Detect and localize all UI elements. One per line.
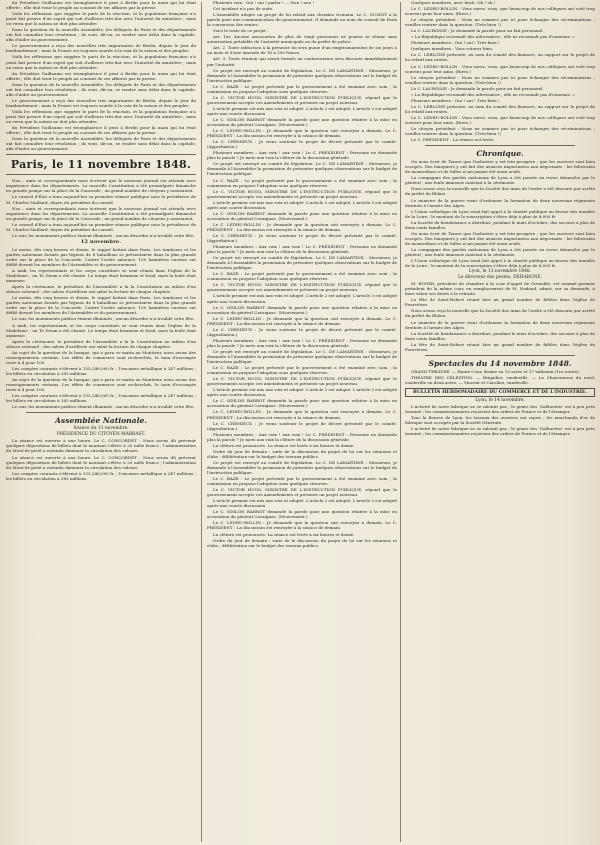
paragraph: L'activité de notre fabrique ne se ralentit pas ; le genre des 'Gallinettes' est à peu près terminé ; les commissionnaires reçoivent des ordres de France et de l'étranger. bbox=[405, 426, 595, 437]
paragraph: Le matin, dès cinq heures et demie, le rappel battait dans Paris. Les tambours et les gardes nationaux formés par légions de 8 bataillons se présentaient dans la plus grande ordre sur la place de la Concorde. Contre l'ordre annoncé, 100 bannières environ ont défilé devant les membres de l'Assemblée et du gouvernement. bbox=[6, 295, 196, 316]
section-rule bbox=[425, 145, 575, 146]
paragraph: Les comptes courants s'élèvent à 155,246,000 fr. ; l'encaisse métallique à 247 millions ; les billets en circulation à 383 millions. bbox=[6, 470, 196, 481]
paragraph: Tous la Bourse de Lyon, les travaux des ouvriers ont repris ; les marchands d'or de fabrique sont occupés par la Société Générale. bbox=[405, 415, 595, 426]
paragraph: Dans la question de la nouvelle Assemblée, les délégués de Paris et des départements ont fait connaître leur résolution ; ils vont, dit-on, se rendre sans délai dans la capitale, afin d'aider au gouvernement. bbox=[6, 81, 196, 97]
paragraph: Plusieurs membres : Aux voix ! aux voix ! Le C. PRÉSIDENT : Personne ne demande plus la parole ? Je mets aux voix la clôture de la discussion générale. bbox=[207, 150, 397, 161]
paragraph: A midi, les représentants et les corps constitués se sont réunis dans l'église de la Madeleine ; un Te Deum a été chanté. Le temps était brumeux et froid, mais la foule était immense. bbox=[6, 268, 196, 284]
paragraph: Le soir, les monuments publics étaient illuminés ; aucun désordre n'a troublé cette fête. bbox=[12, 232, 195, 238]
column-right bbox=[405, 0, 595, 845]
column-left bbox=[6, 0, 196, 845]
paragraph: Nos... amis et correspondants nous écrivent que le nouveau journal est attendu avec impatience dans les départements. La nouvelle Constitution a été promulguée dimanche en grande pompe sur la place de la Concorde ; un grand nombre de citoyens y assistaient. bbox=[6, 178, 196, 194]
paragraph: Voilà les réflexions que suggère le parti de la réaction, et la population française n'a point fait preuve d'un esprit qui soit d'ailleurs très-dur avec l'autorité du ministère ; mais on verra que la nation ne doit plus attendre. bbox=[6, 108, 196, 125]
paragraph: La compagnie des gardes nationaux de Lyon a été passée en revue dimanche par le général ; une foule immense assistait à la cérémonie. bbox=[405, 246, 595, 257]
paragraph: Le C. VICTOR HUGO, MINISTRE DE L'INSTRUCTION PUBLIQUE, répond que le gouvernement accepte ces amendements et présente un projet nouveau. bbox=[207, 282, 397, 293]
paragraph: Le C. LEDRU-ROLLIN : Vous savez, vous, que beaucoup de nos collègues ont voté trop souvent pour leur amis. (Rires.) bbox=[405, 114, 595, 125]
paragraph: Les comptes courants s'élèvent à 155,246,000 fr. ; l'encaisse métallique à 247 millions ; les billets en circulation à 383 millions. bbox=[6, 393, 196, 404]
paragraph: Le matin, dès cinq heures et demie, le rappel battait dans Paris. Les tambours et les gardes nationaux formés par légions de 8 bataillons se présentaient dans la plus grande ordre sur la place de la Concorde. Contre l'ordre annoncé, 100 bannières environ ont défilé devant les membres de l'Assemblée et du gouvernement. bbox=[6, 246, 196, 268]
paragraph: On nous écrit de Tarare que l'industrie y est très-prospère ; que les ouvriers sont bien occupés. Des banquiers y ont fait des avances importantes aux négociants ; les fabricants de mousselines et de tulles n'ont jamais été aussi actifs. bbox=[405, 230, 595, 246]
paragraph: L'article premier est mis aux voix et adopté. L'article 2 est adopté. L'article 3 est adopté après une courte discussion. bbox=[207, 199, 397, 210]
paragraph: Le C. CRÉMIEUX : Je viens soutenir le projet de décret présenté par le comité. (Approbation.) bbox=[207, 326, 397, 337]
column-middle bbox=[207, 0, 397, 845]
bulletin-title: BULLETIN HEBDOMADAIRE DU COMMERCE ET DE L'INDUSTRIE. bbox=[405, 388, 595, 397]
paragraph: Nous avons reçu la nouvelle que la Société des Amis de l'ordre a été dissoute par arrêté du préfet du Rhône. bbox=[405, 308, 595, 319]
paragraph: Le C. LEDRU-ROLLIN : Vous savez, vous, que beaucoup de nos collègues ont voté trop souvent pour leur amis. (Rires.) bbox=[405, 6, 595, 17]
paragraph: Plusieurs membres : Oui ! oui ! Très-bien ! bbox=[411, 40, 500, 46]
paragraph: Au sujet de la question de la banque, qui a paru ce matin au Moniteur, nous avons des renseignements certains. Les effets de commerce sont recherchés, le taux d'escompte reste à 4 pour 100. bbox=[6, 377, 196, 393]
paragraph: Le C. BAZE : Le projet présenté par le gouvernement a été examiné avec soin ; la commission en propose l'adoption sous quelques réserves. bbox=[207, 177, 397, 188]
dateline: Lyon, le 13 novembre 1848. bbox=[468, 269, 532, 275]
paragraph: Le soir, les monuments publics étaient illuminés ; aucun désordre n'a troublé cette fête. bbox=[12, 316, 195, 322]
paragraph: Le C. CRÉMIEUX : Je viens soutenir le projet de décret présenté par le comité. (Approbation.) bbox=[207, 232, 397, 244]
paragraph: Plusieurs voix : Oui ! oui ! parler ! — Non ! non ! bbox=[213, 0, 315, 5]
paragraph: Le C. BAZE : Le projet présenté par le gouvernement a été examiné avec soin ; la commission en propose l'adoption sous quelques réserves. bbox=[207, 365, 397, 376]
paragraph: La Société de bienfaisance a distribué, pendant le mois d'octobre, des secours à plus de deux cents familles. bbox=[405, 219, 595, 230]
paragraph: Ce projet est renvoyé au comité de législation. Le C. DE LAMARTINE : Messieurs, je demande à l'Assemblée la permission de présenter quelques observations sur le budget de l'instruction publique. bbox=[207, 348, 397, 365]
paragraph: La séance est ouverte à une heure. Le C. CONCORDET : Nous avons dû prévenir quelques dépositions de billets dont le montant s'élève à 20 mille francs ; l'administration du Mont-de-piété a entendu diminuer la circulation des valeurs. bbox=[6, 438, 196, 454]
paragraph: L'article premier est mis aux voix et adopté. L'article 2 est adopté. L'article 3 est adopté après une courte discussion. bbox=[207, 498, 397, 509]
paragraph: Le C. BAZE : Le projet présenté par le gouvernement a été examiné avec soin ; la commission en propose l'adoption sous quelques réserves. bbox=[207, 271, 397, 282]
paragraph: Quelques membres, avec bruit. Oh ! oh ! bbox=[411, 0, 496, 5]
paragraph: Le C. LEBLOND présente, au nom du comité des finances, un rapport sur le projet de loi relatif aux rentes. bbox=[405, 103, 595, 114]
paragraph: Ordre du jour de demain : suite de la discussion du projet de loi sur les réunions et clubs ; délibération sur le budget des travaux publics. bbox=[207, 448, 397, 459]
paragraph: Le conseil d'État a tenu aujourd'hui sa première séance publique sous la présidence de M. Charles Maillard, doyen du président du conseil. bbox=[6, 221, 196, 232]
paragraph: Le C. LEDRU-ROLLIN : Je demande que la question soit renvoyée à demain. Le C. PRÉSIDENT : La discussion est renvoyée à la séance de demain. bbox=[207, 315, 397, 326]
paragraph: A midi, les représentants et les corps constitués se sont réunis dans l'église de la Madeleine ; un Te Deum a été chanté. Le temps était brumeux et froid, mais la foule était immense. bbox=[6, 322, 196, 338]
article-text: Art. 1er. Aucune association de plus de vingt personnes ne pourra se réunir sans autorisation préalable de l'autorité municipale ou du préfet de police. bbox=[207, 34, 397, 45]
paragraph: Le C. ODILON BARROT demande la parole pour une question relative à la mise en accusation du général Cavaignac. (Mouvement.) bbox=[207, 116, 397, 128]
paragraph: La clôture est prononcée. La séance est levée à six heures et demie. bbox=[213, 442, 355, 448]
paragraph: Plusieurs membres : Aux voix ! aux voix ! Le C. PRÉSIDENT : Personne ne demande plus la parole ? Je mets aux voix la clôture de la discussion générale. bbox=[207, 337, 397, 348]
paragraph: Le C. ODILON BARROT demande la parole pour une question relative à la mise en accusation du général Cavaignac. (Mouvement.) bbox=[207, 210, 397, 221]
paragraph: THÉATRE DES CÉLESTINS. — Brigadier, vaudeville. — La Chanoinesse du nord, vaudeville en deux actes. — Vincent et Caroline, vaudeville. bbox=[405, 374, 595, 385]
paragraph: Ce projet est renvoyé au comité de législation. Le C. DE LAMARTINE : Messieurs, je demande à l'Assemblée la permission de présenter quelques observations sur le budget de l'instruction publique. bbox=[207, 161, 397, 177]
section-title: Chronique. bbox=[476, 149, 524, 159]
paragraph: Le ministre de la guerre vient d'ordonner la formation de deux nouveaux régiments destinés à l'armée des Alpes. bbox=[405, 197, 595, 208]
paragraph: Le C. LEDRU-ROLLIN : Vous savez, vous, que beaucoup de nos collègues ont voté trop souvent pour leur amis. (Rires.) bbox=[405, 63, 595, 74]
paragraph: La clôture est prononcée. La séance est levée à six heures et demie. bbox=[213, 531, 355, 537]
paragraph: GRAND-THÉATRE. — Haute-Cour, drame en 10 actes et 17 tableaux (1re soirée). bbox=[411, 368, 580, 374]
bulletin-subtitle: Lyon, le 14 novembre. bbox=[475, 398, 525, 403]
paragraph: La Société de bienfaisance a distribué, pendant le mois d'octobre, des secours à plus de deux cents familles. bbox=[405, 330, 595, 341]
quote: « La République reconnaît des adversaires ; elle ne reconnaît pas d'ennemis. » bbox=[411, 34, 575, 40]
paragraph: du Président Guillaume est triomphatrice il peut à Berlin pour la main qui lui était offerte ; elle doit tenir le peuple au courant de ses affaires par la presse. bbox=[6, 125, 196, 136]
paragraph: Le C. LEDRU-ROLLIN : Je demande que la question soit renvoyée à demain. Le C. PRÉSIDENT : La discussion est renvoyée à la séance de demain. bbox=[207, 221, 397, 232]
presidency-line: PRÉSIDENCE DU CITOYEN MARRAST. bbox=[56, 432, 146, 438]
section-rule bbox=[425, 355, 575, 356]
paragraph: Voilà les réflexions que suggère le parti de la réaction, et la population française n'a point fait preuve d'un esprit qui soit d'ailleurs très-dur avec l'autorité du ministère ; mais on verra que la nation ne doit plus attendre. bbox=[6, 11, 196, 27]
section-rule bbox=[26, 412, 176, 413]
date-subheading: 12 novembre. bbox=[80, 238, 122, 245]
paragraph: Le C. LEDRU-ROLLIN : Je demande que la question soit renvoyée à demain. Le C. PRÉSIDENT : La discussion est renvoyée à la séance de demain. bbox=[207, 409, 397, 420]
paragraph: Le C. VICTOR HUGO, MINISTRE DE L'INSTRUCTION PUBLIQUE, répond que le gouvernement accepte ces amendements et présente un projet nouveau. bbox=[207, 188, 397, 199]
paragraph: L'Union catholique de Lyon avait fait appel à la charité publique en faveur des inondés de la Loire ; le montant de la souscription s'élève déjà à plus de 8,000 fr. bbox=[405, 258, 595, 269]
paragraph: Le C. LACROSSE : Je demande la parole pour un fait personnel. bbox=[411, 85, 544, 91]
paragraph: Voilà les réflexions que suggère le parti de la réaction, et la population française n'a point fait preuve d'un esprit qui soit d'ailleurs très-dur avec l'autorité du ministère ; mais on verra que la nation ne doit plus attendre. bbox=[6, 54, 196, 70]
paragraph: Plusieurs membres : Aux voix ! aux voix ! Le C. PRÉSIDENT : Personne ne demande plus la parole ? Je mets aux voix la clôture de la discussion générale. bbox=[207, 244, 397, 255]
paragraph: On nous écrit de Tarare que l'industrie y est très-prospère ; que les ouvriers sont bien occupés. Des banquiers y ont fait des avances importantes aux négociants ; les fabricants de mousselines et de tulles n'ont jamais été aussi actifs. bbox=[405, 159, 595, 175]
paragraph: L'article premier est mis aux voix et adopté. L'article 2 est adopté. L'article 3 est adopté après une courte discussion. bbox=[207, 387, 397, 398]
paragraph: M. ROGER, président de chambre à la cour d'appel de Grenoble, est nommé premier président de la même cour, en remplacement de M. Nadaud, admis, sur sa demande, à faire valoir ses droits à la retraite. bbox=[405, 281, 595, 297]
paragraph: Ce projet est renvoyé au comité de législation. Le C. DE LAMARTINE : Messieurs, je demande à l'Assemblée la permission de présenter quelques observations sur le budget de l'instruction publique. bbox=[207, 67, 397, 83]
paragraph: Dans la question de la nouvelle Assemblée, les délégués de Paris et des départements ont fait connaître leur résolution ; ils vont, dit-on, se rendre sans délai dans la capitale, afin d'aider au gouvernement. bbox=[6, 27, 196, 43]
paragraph: La fête de Saint-Robert réunit hier un grand nombre de fidèles dans l'église de Fourvières. bbox=[405, 341, 595, 352]
paragraph: Le C. LEDRU-ROLLIN : Je demande que la question soit renvoyée à demain. Le C. PRÉSIDENT : La discussion est renvoyée à la séance de demain. bbox=[207, 128, 397, 139]
paragraph: Plusieurs membres : Aux voix ! aux voix ! Le C. PRÉSIDENT : Personne ne demande plus la parole ? Je mets aux voix la clôture de la discussion générale. bbox=[207, 431, 397, 442]
quote: « La République reconnaît des adversaires ; elle ne reconnaît pas d'ennemis. » bbox=[411, 91, 575, 97]
paragraph: Le C. PRÉSIDENT : La séance est levée. bbox=[411, 137, 495, 143]
paragraph: du Président Guillaume est triomphatrice il peut à Berlin pour la main qui lui était offerte ; elle doit tenir le peuple au courant de ses affaires par la presse. bbox=[6, 70, 196, 81]
column-divider bbox=[201, 2, 202, 842]
paragraph: Le C. CRÉMIEUX : Je viens soutenir le projet de décret présenté par le comité. (Approbation.) bbox=[207, 139, 397, 150]
paragraph: Les comptes courants s'élèvent à 155,246,000 fr. ; l'encaisse métallique à 247 millions ; les billets en circulation à 383 millions. bbox=[6, 365, 196, 376]
paragraph: Au sujet de la question de la banque, qui a paru ce matin au Moniteur, nous avons des renseignements certains. Les effets de commerce sont recherchés, le taux d'escompte reste à 4 pour 100. bbox=[6, 349, 196, 365]
page-headline: Paris, le 11 novembre 1848. bbox=[10, 158, 192, 172]
article-text: Art. 3. Toute réunion qui serait formée en contravention sera dissoute immédiatement par l'autorité. bbox=[207, 56, 397, 67]
paragraph: Le citoyen président : Nous ne sommes pas ici pour échanger des récriminations ; veuillez rentrer dans la question. (Très-bien !) bbox=[405, 74, 595, 85]
paragraph: Nous avons reçu la nouvelle que la Société des Amis de l'ordre a été dissoute par arrêté du préfet du Rhône. bbox=[405, 186, 595, 197]
paragraph: Le C. VICTOR HUGO, MINISTRE DE L'INSTRUCTION PUBLIQUE, répond que le gouvernement accepte ces amendements et présente un projet nouveau. bbox=[207, 376, 397, 387]
section-title: Spectacles du 14 novembre 1848. bbox=[428, 358, 572, 368]
paragraph: Le C. LEDRU-ROLLIN : Je demande que la question soit renvoyée à demain. Le C. PRÉSIDENT : La discussion est renvoyée à la séance de demain. bbox=[207, 520, 397, 531]
paragraph: Après la cérémonie, le président de l'Assemblée a lu la Constitution au milieu d'un silence solennel ; des salves d'artillerie ont salué la lecture de chaque chapitre. bbox=[6, 338, 196, 349]
article-text: Art. 2. Toute infraction à la présente loi sera punie d'un emprisonnement de six jours à un mois et d'une amende de 16 à 200 francs. bbox=[207, 45, 397, 56]
paragraph: Le conseil d'État a tenu aujourd'hui sa première séance publique sous la présidence de M. Charles Maillard, doyen du président du conseil. bbox=[6, 194, 196, 205]
paragraph: Le C. VICTOR HUGO, MINISTRE DE L'INSTRUCTION PUBLIQUE, répond que le gouvernement accepte ces amendements et présente un projet nouveau. bbox=[207, 94, 397, 105]
paragraph: Le ministre de la guerre vient d'ordonner la formation de deux nouveaux régiments destinés à l'armée des Alpes. bbox=[405, 319, 595, 330]
paragraph: Le C. BAZE : Le projet présenté par le gouvernement a été examiné avec soin ; la commission en propose l'adoption sous quelques réserves. bbox=[207, 476, 397, 487]
paragraph: Le C. BAZE : Le projet présenté par le gouvernement a été examiné avec soin ; la commission en propose l'adoption sous quelques réserves. bbox=[207, 83, 397, 94]
paragraph: Plusieurs membres : Oui ! oui ! Très-bien ! bbox=[411, 97, 500, 103]
paragraph: Ce projet est renvoyé au comité de législation. Le C. DE LAMARTINE : Messieurs, je demande à l'Assemblée la permission de présenter quelques observations sur le budget de l'instruction publique. bbox=[207, 255, 397, 271]
column-divider bbox=[400, 2, 401, 842]
paragraph: du Président Guillaume est triomphatrice il peut à Berlin pour la main qui lui était offerte ; elle doit tenir le peuple au courant de ses affaires par la presse. bbox=[6, 0, 196, 11]
paragraph: L'article premier est mis aux voix et adopté. L'article 2 est adopté. L'article 3 est adopté après une courte discussion. bbox=[207, 293, 397, 304]
paragraph: La compagnie des gardes nationaux de Lyon a été passée en revue dimanche par le général ; une foule immense assistait à la cérémonie. bbox=[405, 175, 595, 186]
paragraph: L'article premier est mis aux voix et adopté. L'article 2 est adopté. L'article 3 est adopté après une courte discussion. bbox=[207, 105, 397, 116]
paragraph: Dans la question de la nouvelle Assemblée, les délégués de Paris et des départements ont fait connaître leur résolution ; ils vont, dit-on, se rendre sans délai dans la capitale, afin d'aider au gouvernement. bbox=[6, 136, 196, 152]
paragraph: Le citoyen président : Nous ne sommes pas ici pour échanger des récriminations ; veuillez rentrer dans la question. (Très-bien !) bbox=[405, 126, 595, 137]
paragraph: Cet incident n'a pas de suite. bbox=[213, 6, 274, 12]
paragraph: Ce projet est renvoyé au comité de législation. Le C. DE LAMARTINE : Messieurs, je demande à l'Assemblée la permission de présenter quelques observations sur le budget de l'instruction publique. bbox=[207, 459, 397, 475]
paragraph: Le C. ODILON BARROT demande la parole pour une question relative à la mise en accusation du général Cavaignac. (Mouvement.) bbox=[207, 509, 397, 520]
section-title: Assemblée Nationale. bbox=[55, 416, 147, 426]
paragraph: Voici le texte de ce projet : bbox=[213, 28, 269, 34]
paragraph: L'Union catholique de Lyon avait fait appel à la charité publique en faveur des inondés de la Loire ; le montant de la souscription s'élève déjà à plus de 8,000 fr. bbox=[405, 208, 595, 219]
paragraph: Le C. ODILON BARROT demande la parole pour une question relative à la mise en accusation du général Cavaignac. (Mouvement.) bbox=[207, 304, 397, 315]
paragraph: Nos... amis et correspondants nous écrivent que le nouveau journal est attendu avec impatience dans les départements. La nouvelle Constitution a été promulguée dimanche en grande pompe sur la place de la Concorde ; un grand nombre de citoyens y assistaient. bbox=[6, 205, 196, 221]
paragraph: Le soir, les monuments publics étaient illuminés ; aucun désordre n'a troublé cette fête. bbox=[12, 404, 195, 410]
paragraph: Le C. CRÉMIEUX : Je viens soutenir le projet de décret présenté par le comité. (Approbation.) bbox=[207, 420, 397, 431]
paragraph: Ordre du jour de demain : suite de la discussion du projet de loi sur les réunions et clubs ; délibération sur le budget des travaux publics. bbox=[207, 537, 397, 548]
paragraph: Le C. VICTOR HUGO, MINISTRE DE L'INSTRUCTION PUBLIQUE, répond que le gouvernement accepte ces amendements et présente un projet nouveau. bbox=[207, 487, 397, 498]
signature-line: Le directeur des postes, DEHARGNE. bbox=[457, 275, 543, 281]
paragraph: Après la cérémonie, le président de l'Assemblée a lu la Constitution au milieu d'un silence solennel ; des salves d'artillerie ont salué la lecture de chaque chapitre. bbox=[6, 284, 196, 295]
paragraph: Le gouvernement a reçu des nouvelles très importantes de Berlin, depuis le jour du bombardement ; mais la Prusse est toujours sourde à la voix de la raison et des peuples. bbox=[6, 43, 196, 54]
paragraph: La séance est ouverte à une heure. Le C. CONCORDET : Nous avons dû prévenir quelques dépositions de billets dont le montant s'élève à 20 mille francs ; l'administration du Mont-de-piété a entendu diminuer la circulation des valeurs. bbox=[6, 454, 196, 470]
paragraph: Le gouvernement a reçu des nouvelles très importantes de Berlin, depuis le jour du bombardement ; mais la Prusse est toujours sourde à la voix de la raison et des peuples. bbox=[6, 97, 196, 108]
paragraph: Le C. LACROSSE : Je demande la parole pour un fait personnel. bbox=[411, 28, 544, 34]
paragraph: Le citoyen président : Nous ne sommes pas ici pour échanger des récriminations ; veuillez rentrer dans la question. (Très-bien !) bbox=[405, 17, 595, 28]
paragraph: L'activité de notre fabrique ne se ralentit pas ; le genre des 'Gallinettes' est à peu près terminé ; les commissionnaires reçoivent des ordres de France et de l'étranger. bbox=[405, 404, 595, 415]
section-subtitle: Séance du 11 novembre. bbox=[73, 426, 129, 432]
section-rule bbox=[6, 174, 196, 175]
paragraph: Le C. ODILON BARROT demande la parole pour une question relative à la mise en accusation du général Cavaignac. (Mouvement.) bbox=[207, 398, 397, 409]
paragraph: L'Assemblée adopte un projet de loi relatif aux chemins vicinaux. Le C. GUIZOT a la parole pour une communication du gouvernement. Il demande au nom du conseil de Paris la conversion des rentes. bbox=[207, 12, 397, 28]
section-rule bbox=[6, 154, 196, 155]
paragraph: Le C. LEBLOND présente, au nom du comité des finances, un rapport sur le projet de loi relatif aux rentes. bbox=[405, 52, 595, 63]
paragraph: Quelques membres : Vous voterez bien. bbox=[411, 46, 494, 52]
paragraph: La fête de Saint-Robert réunit hier un grand nombre de fidèles dans l'église de Fourvières. bbox=[405, 297, 595, 308]
